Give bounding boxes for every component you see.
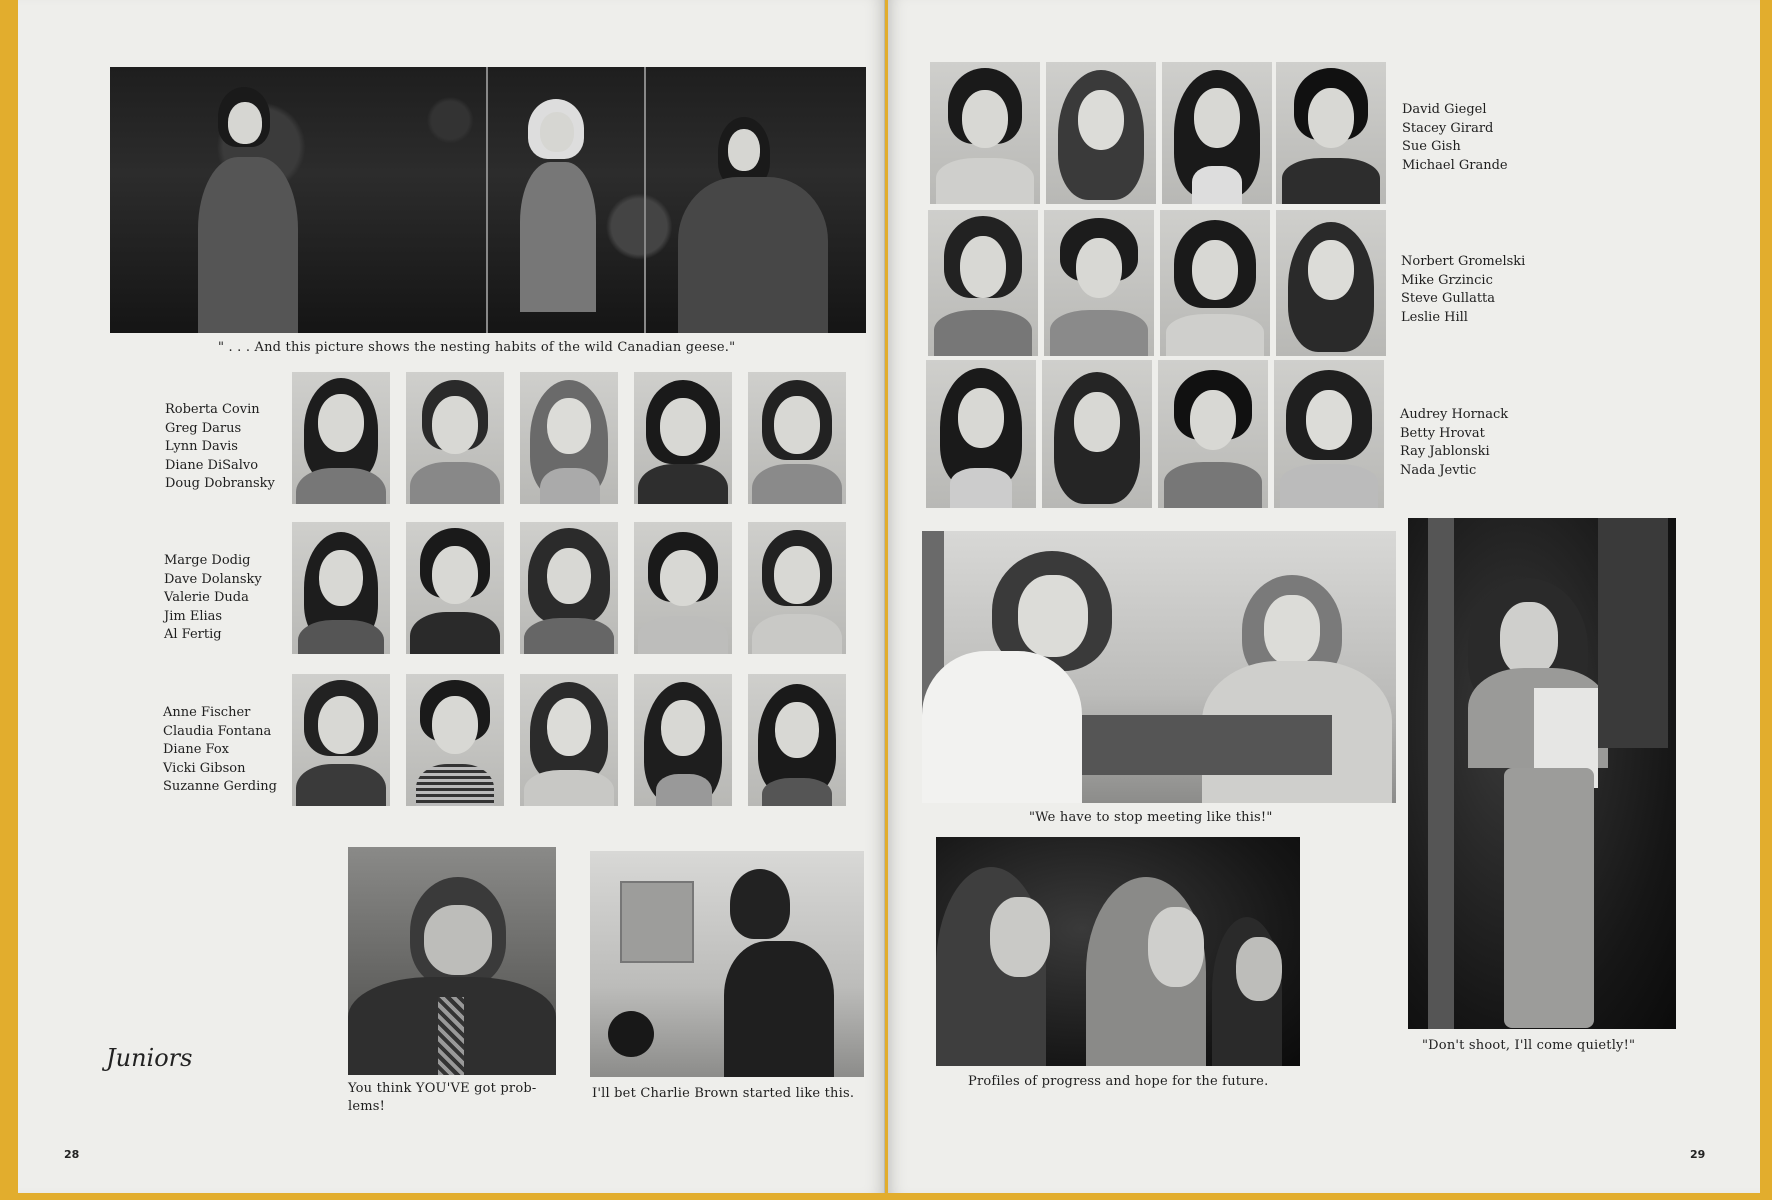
portrait-photo — [1276, 210, 1386, 356]
portrait-photo — [520, 372, 618, 504]
portrait-photo — [748, 372, 846, 504]
student-name: Doug Dobransky — [165, 476, 275, 491]
portrait-photo — [926, 360, 1036, 508]
portrait-photo — [406, 522, 504, 654]
portrait-photo — [748, 674, 846, 806]
photo-ping-pong — [590, 851, 864, 1077]
portrait-photo — [292, 372, 390, 504]
portrait-photo — [1042, 360, 1152, 508]
portrait-photo — [634, 674, 732, 806]
portrait-photo — [520, 674, 618, 806]
student-name: Norbert Gromelski — [1401, 254, 1526, 269]
student-name: Vicki Gibson — [163, 760, 246, 776]
portrait-photo — [1044, 210, 1154, 356]
student-name: Stacey Girard — [1402, 120, 1494, 136]
student-name: Steve Gullatta — [1401, 291, 1496, 306]
page-number: 28 — [64, 1148, 80, 1161]
portrait-photo — [1158, 360, 1268, 508]
name-list-row-1 — [1402, 101, 1508, 175]
boy-photo-caption: You think YOU'VE got prob- lems! — [348, 1081, 537, 1114]
portrait-photo — [1162, 62, 1272, 204]
student-name: Suzanne Gerding — [163, 779, 277, 794]
portrait-photo — [1276, 62, 1386, 204]
student-name: Jim Elias — [164, 608, 223, 624]
portrait-photo — [292, 674, 390, 806]
name-list-row-3 — [163, 704, 277, 797]
student-name: Audrey Hornack — [1400, 407, 1509, 422]
portrait-photo — [928, 210, 1038, 356]
student-name: Valerie Duda — [164, 590, 249, 605]
section-title: Juniors — [106, 1044, 193, 1072]
photo-boy-with-tie — [348, 847, 556, 1075]
name-list-row-3 — [1400, 406, 1508, 480]
group-photo-caption: " . . . And this picture shows the nesting habits of the wild Canadian geese." — [218, 340, 736, 355]
portrait-photo — [1046, 62, 1156, 204]
name-list-row-2 — [164, 552, 262, 645]
ping-pong-caption: I'll bet Charlie Brown started like this. — [592, 1086, 855, 1101]
name-list-row-2 — [1401, 253, 1525, 327]
photo-meeting — [922, 531, 1396, 803]
portrait-photo — [1160, 210, 1270, 356]
right-page — [888, 0, 1760, 1193]
portrait-photo — [634, 522, 732, 654]
name-list-row-1 — [165, 401, 275, 494]
hallway-caption: "Don't shoot, I'll come quietly!" — [1422, 1038, 1636, 1053]
student-name: Claudia Fontana — [163, 723, 272, 739]
student-name: Nada Jevtic — [1400, 462, 1477, 478]
student-name: Ray Jablonski — [1400, 444, 1490, 459]
student-name: Michael Grande — [1402, 157, 1508, 173]
student-name: Lynn Davis — [165, 439, 238, 454]
student-name: Diane Fox — [163, 742, 229, 757]
page-number: 29 — [1690, 1148, 1706, 1161]
student-name: Greg Darus — [165, 420, 242, 436]
student-name: Mike Grzincic — [1401, 272, 1493, 288]
meeting-caption: "We have to stop meeting like this!" — [1029, 810, 1273, 825]
photo-profiles — [936, 837, 1300, 1066]
portrait-photo — [930, 62, 1040, 204]
left-page — [18, 0, 885, 1193]
portrait-photo — [634, 372, 732, 504]
student-name: Anne Fischer — [163, 705, 251, 720]
portrait-photo — [1274, 360, 1384, 508]
student-name: Leslie Hill — [1401, 309, 1468, 325]
portrait-photo — [406, 674, 504, 806]
student-name: Al Fertig — [164, 627, 222, 642]
student-name: David Giegel — [1402, 102, 1487, 117]
student-name: Sue Gish — [1402, 139, 1461, 154]
student-name: Dave Dolansky — [164, 571, 262, 587]
student-name: Marge Dodig — [164, 553, 251, 568]
photo-hallway — [1408, 518, 1676, 1029]
portrait-photo — [406, 372, 504, 504]
group-photo-bushes — [110, 67, 866, 333]
portrait-photo — [520, 522, 618, 654]
student-name: Roberta Covin — [165, 402, 260, 417]
student-name: Betty Hrovat — [1400, 425, 1485, 441]
student-name: Diane DiSalvo — [165, 457, 259, 473]
portrait-photo — [292, 522, 390, 654]
profiles-caption: Profiles of progress and hope for the future. — [968, 1074, 1269, 1089]
portrait-photo — [748, 522, 846, 654]
